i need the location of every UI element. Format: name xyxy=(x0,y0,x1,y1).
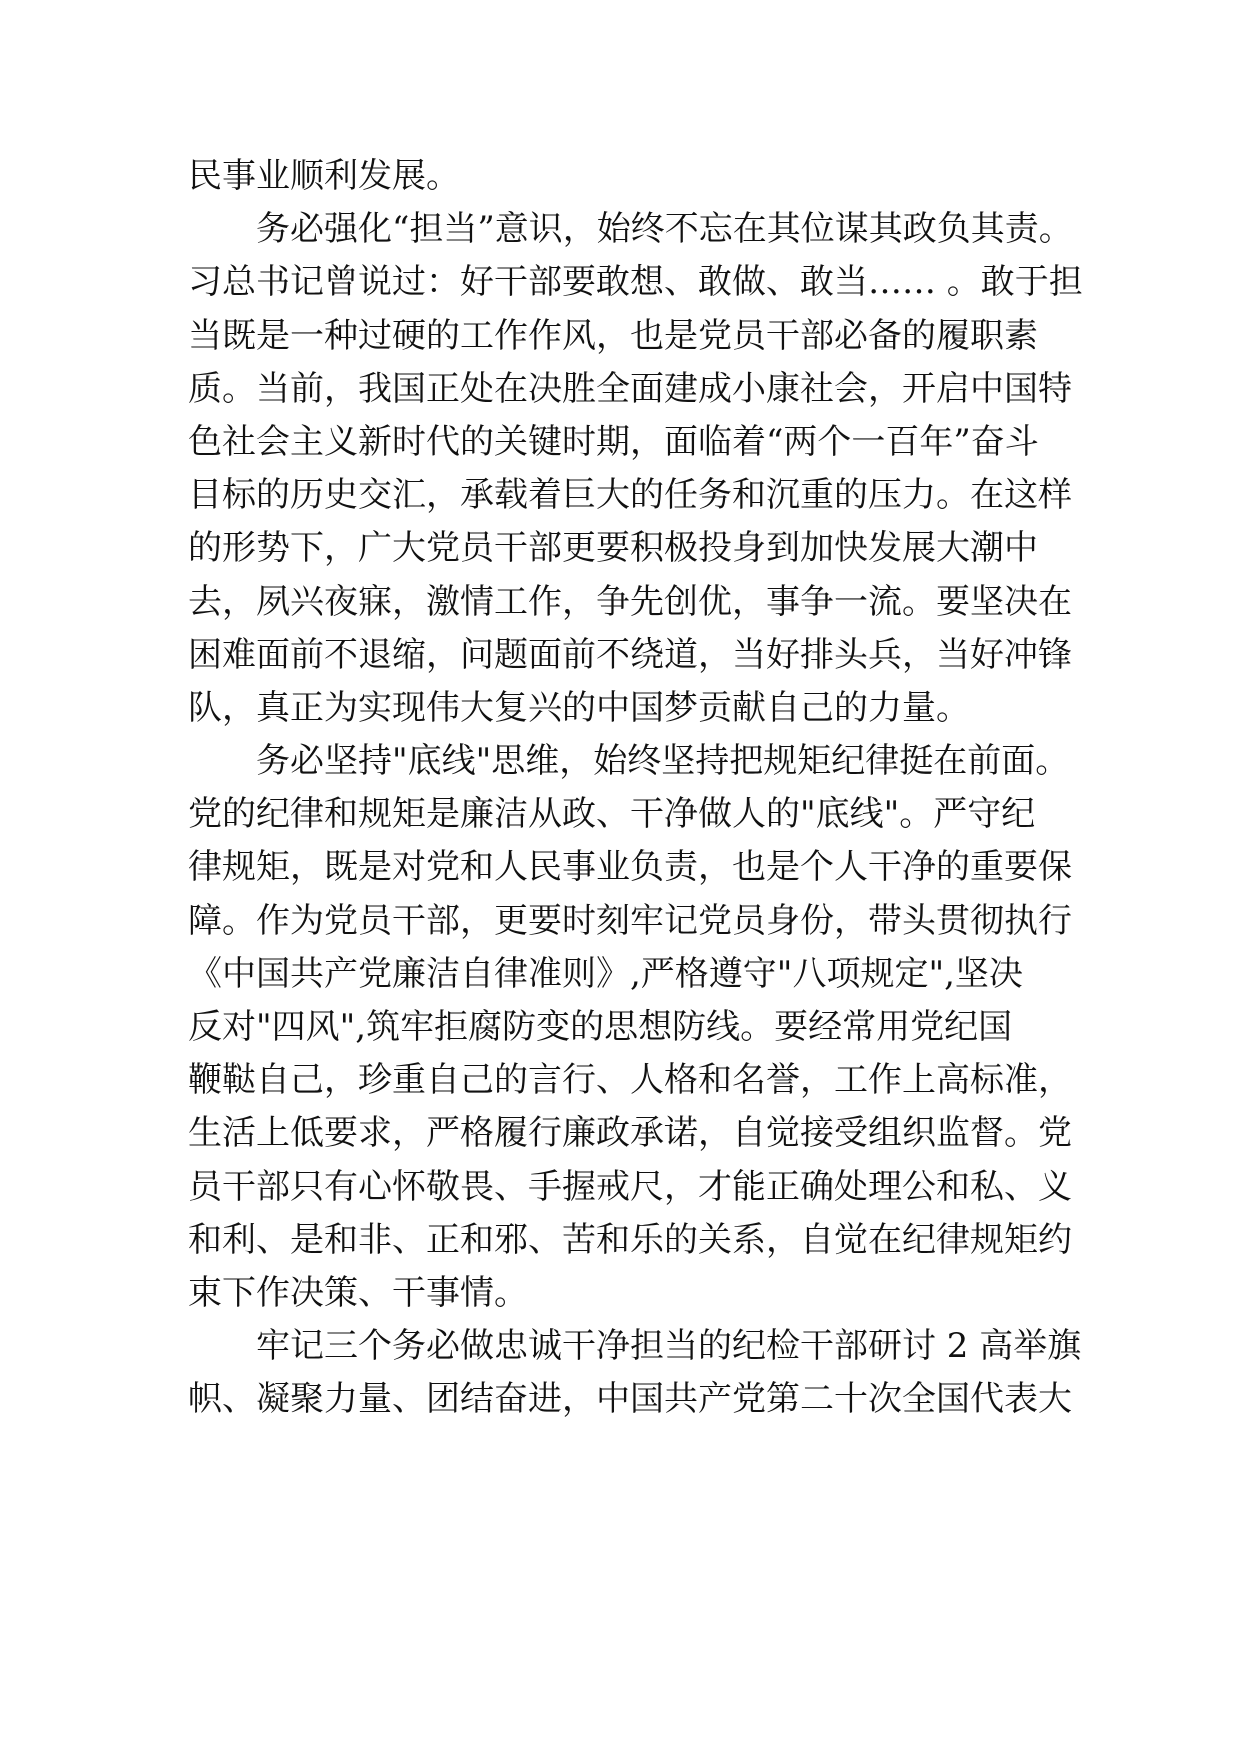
text-line: 党的纪律和规矩是廉洁从政、干净做人的"底线"。严守纪 xyxy=(188,794,1036,835)
text-line: 务必坚持"底线"思维，始终坚持把规矩纪律挺在前面。 xyxy=(256,741,1070,782)
text-line: 务必强化“担当”意识，始终不忘在其位谋其政负其责。 xyxy=(256,209,1073,250)
text-line: 生活上低要求，严格履行廉政承诺，自觉接受组织监督。党 xyxy=(188,1113,1072,1154)
document-body xyxy=(188,150,1083,1427)
text-line: 去，夙兴夜寐，激情工作，争先创优，事争一流。要坚决在 xyxy=(188,581,1072,622)
text-line: 束下作决策、干事情。 xyxy=(188,1272,528,1313)
text-line: 当既是一种过硬的工作作风，也是党员干部必备的履职素 xyxy=(188,315,1038,356)
text-line: 帜、凝聚力量、团结奋进，中国共产党第二十次全国代表大 xyxy=(188,1379,1072,1420)
text-line: 民事业顺利发展。 xyxy=(188,156,460,196)
text-line: 员干部只有心怀敬畏、手握戒尺，才能正确处理公和私、义 xyxy=(188,1166,1072,1207)
text-line: 和利、是和非、正和邪、苦和乐的关系，自觉在纪律规矩约 xyxy=(188,1219,1072,1260)
text-line: 鞭鞑自己，珍重自己的言行、人格和名誉，工作上高标准， xyxy=(188,1060,1072,1101)
text-line: 队，真正为实现伟大复兴的中国梦贡献自己的力量。 xyxy=(188,687,970,728)
text-line: 质。当前，我国正处在决胜全面建成小康社会，开启中国特 xyxy=(188,368,1072,409)
text-line: 《中国共产党廉洁自律准则》,严格遵守"八项规定",坚决 xyxy=(188,953,1023,994)
text-line: 反对"四风",筑牢拒腐防变的思想防线。要经常用党纪国 xyxy=(188,1007,1013,1047)
text-line: 习总书记曾说过：好干部要敢想、敢做、敢当…… 。敢于担 xyxy=(188,262,1083,303)
text-line: 目标的历史交汇，承载着巨大的任务和沉重的压力。在这样 xyxy=(188,475,1072,516)
text-line: 牢记三个务必做忠诚干净担当的纪检干部研讨 2 高举旗 xyxy=(256,1326,1082,1367)
text-line: 困难面前不退缩，问题面前不绕道，当好排头兵，当好冲锋 xyxy=(188,634,1072,675)
text-line: 色社会主义新时代的关键时期，面临着“两个一百年”奋斗 xyxy=(188,421,1039,462)
text-line: 的形势下，广大党员干部更要积极投身到加快发展大潮中 xyxy=(188,528,1038,569)
text-line: 律规矩，既是对党和人民事业负责，也是个人干净的重要保 xyxy=(188,847,1072,888)
text-line: 障。作为党员干部，更要时刻牢记党员身份，带头贯彻执行 xyxy=(188,900,1072,941)
